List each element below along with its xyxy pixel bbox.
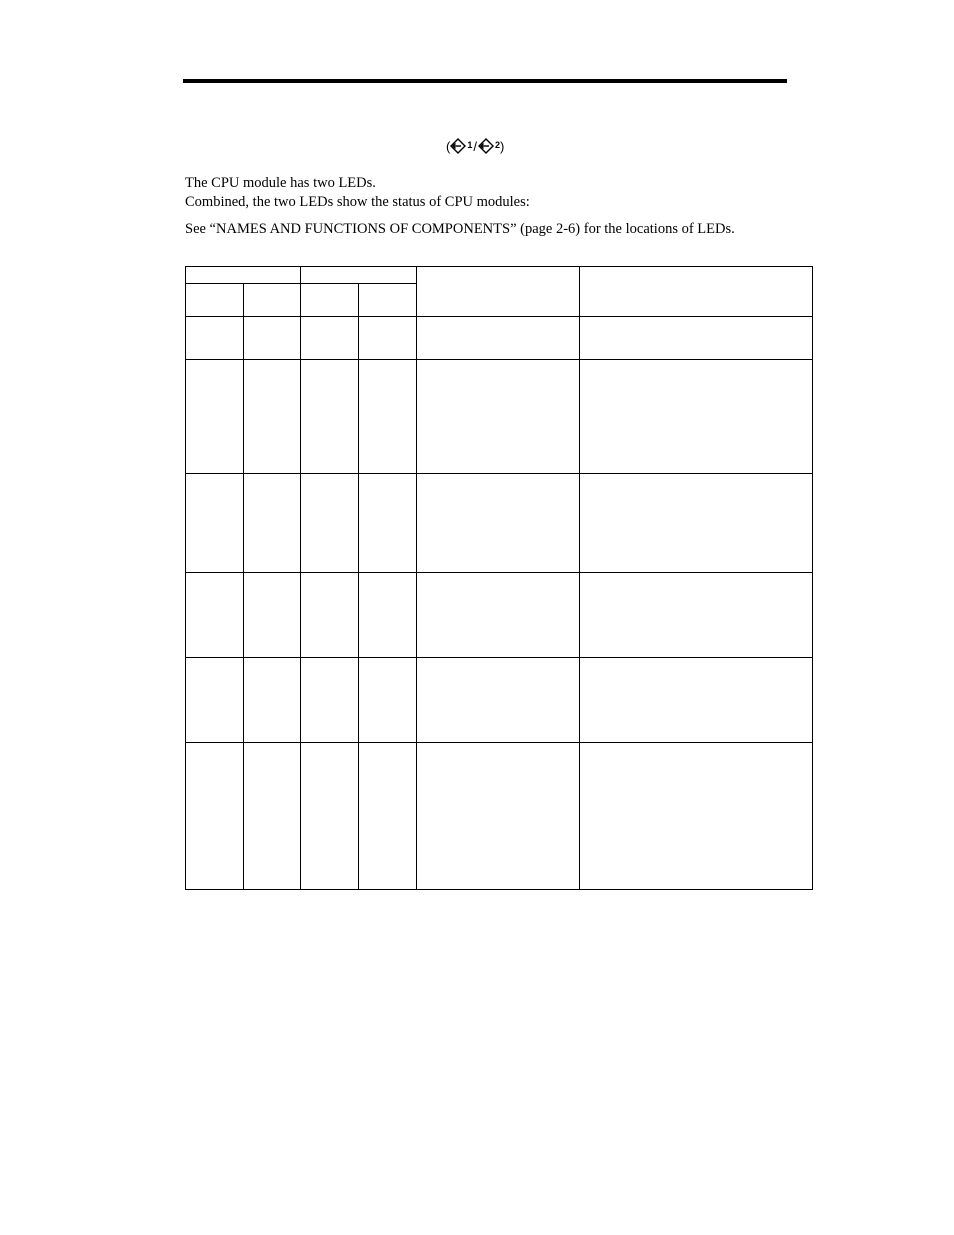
table-cell (580, 474, 813, 573)
table-cell (359, 317, 417, 360)
table-cell (580, 658, 813, 743)
subheader-cell (359, 284, 417, 317)
open-paren: ( (446, 138, 451, 154)
table-cell (301, 474, 359, 573)
table-cell (244, 317, 301, 360)
table-cell (186, 474, 244, 573)
header-action (580, 267, 813, 317)
table-cell (301, 360, 359, 474)
table-cell (301, 658, 359, 743)
intro-line-3: See “NAMES AND FUNCTIONS OF COMPONENTS” (page 2-6) for the locations of LEDs. (185, 221, 735, 237)
subheader-cell (244, 284, 301, 317)
table-cell (417, 573, 580, 658)
table-cell (186, 743, 244, 890)
table-cell (301, 317, 359, 360)
table-header-row (186, 267, 813, 284)
table-cell (301, 573, 359, 658)
led-separator: / (473, 138, 477, 154)
table-cell (580, 360, 813, 474)
subheader-cell (186, 284, 244, 317)
table-cell (244, 573, 301, 658)
table-row (186, 743, 813, 890)
table-cell (417, 360, 580, 474)
intro-line-1: The CPU module has two LEDs. (185, 175, 376, 191)
table-cell (359, 360, 417, 474)
table-row (186, 360, 813, 474)
table-cell (186, 360, 244, 474)
table-cell (580, 573, 813, 658)
table-cell (417, 317, 580, 360)
close-paren: ) (500, 138, 505, 154)
table-cell (244, 360, 301, 474)
table-cell (417, 743, 580, 890)
table-cell (244, 474, 301, 573)
led-1-label: 1 (467, 140, 473, 150)
table-cell (359, 573, 417, 658)
cpu-led-2-icon (478, 138, 494, 154)
table-row (186, 658, 813, 743)
table-cell (244, 743, 301, 890)
subheader-cell (301, 284, 359, 317)
table-cell (417, 474, 580, 573)
intro-line-2: Combined, the two LEDs show the status of CPU modules: (185, 194, 530, 210)
table-cell (359, 474, 417, 573)
table-cell (417, 658, 580, 743)
table-row (186, 474, 813, 573)
cpu-led-1-icon (450, 138, 466, 154)
table-cell (244, 658, 301, 743)
header-description (417, 267, 580, 317)
header-group-1 (186, 267, 301, 284)
table-cell (359, 743, 417, 890)
led-2-label: 2 (494, 140, 500, 150)
header-group-2 (301, 267, 417, 284)
table-cell (186, 317, 244, 360)
table-cell (301, 743, 359, 890)
led-status-table (185, 266, 813, 890)
table-cell (186, 573, 244, 658)
table-cell (186, 658, 244, 743)
led-symbol-caption (446, 137, 504, 155)
table-cell (359, 658, 417, 743)
table-row (186, 317, 813, 360)
table-cell (580, 317, 813, 360)
table-cell (580, 743, 813, 890)
table-row (186, 573, 813, 658)
header-rule (183, 79, 787, 83)
